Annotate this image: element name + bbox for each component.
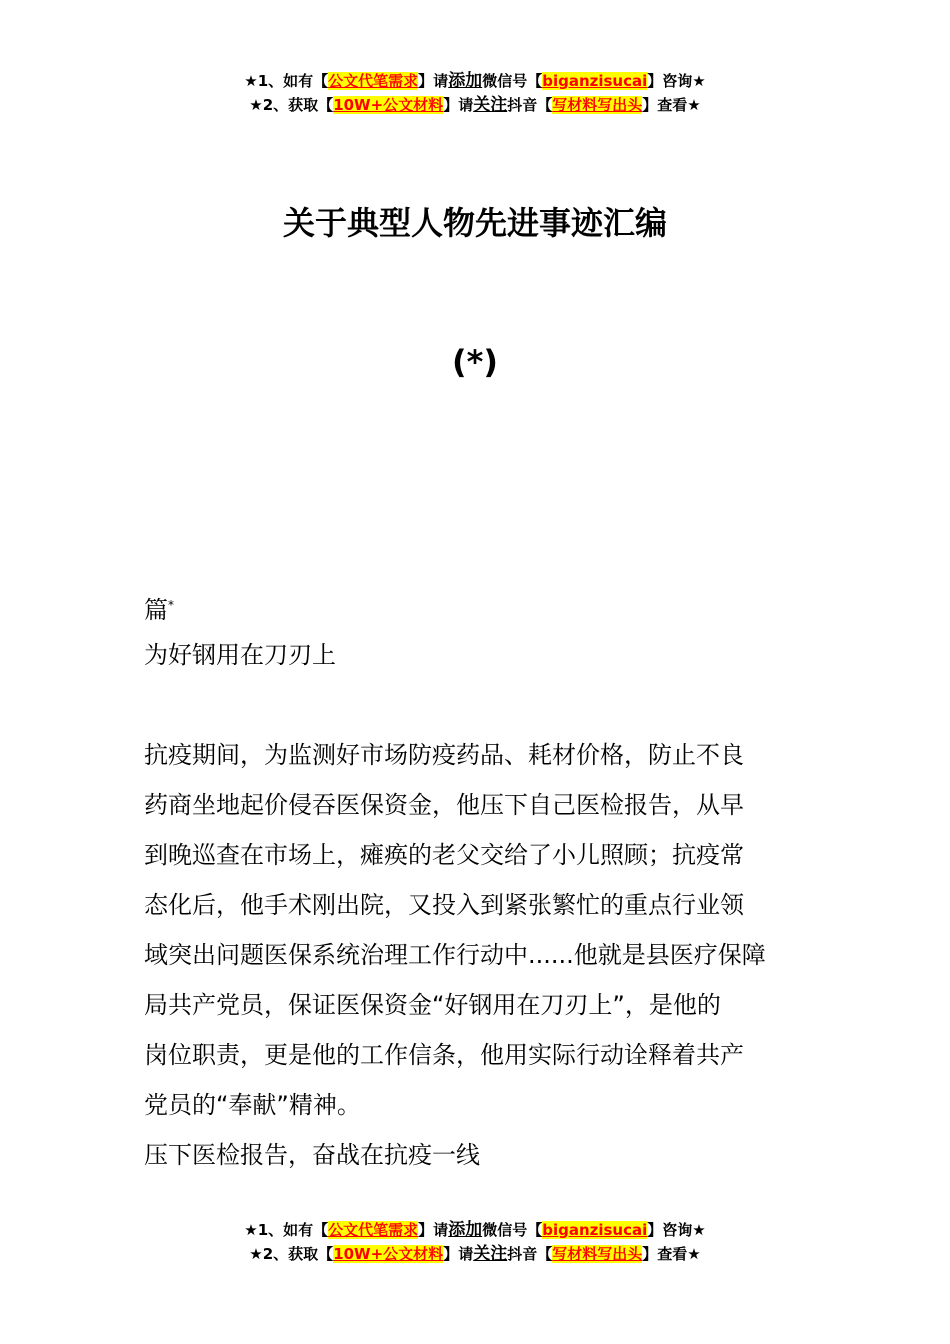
footer-banner (0, 1218, 950, 1266)
highlight: 10W+公文材料 (333, 1245, 444, 1263)
document-body (144, 580, 824, 1180)
spacer (144, 680, 824, 730)
wechat-id: biganzisucai (542, 72, 648, 90)
paragraph (144, 730, 824, 1130)
header-banner (0, 69, 950, 117)
document-subtitle: (*) (452, 343, 498, 381)
banner-line-2: ★2、获取【10W+公文材料】请关注抖音【写材料写出头】查看★ (249, 1244, 701, 1264)
wechat-id: biganzisucai (542, 1221, 648, 1239)
paragraph-line: 抗疫期间，为监测好市场防疫药品、耗材价格，防止不良 (144, 741, 744, 769)
document-title: 关于典型人物先进事迹汇编 (282, 204, 667, 242)
paragraph-line: 域突出问题医保系统治理工作行动中......他就是县医疗保障 (144, 941, 766, 969)
paragraph-line: 药商坐地起价侵吞医保资金，他压下自己医检报告，从早 (144, 791, 744, 819)
highlight: 公文代笔需求 (328, 72, 419, 90)
douyin-id: 写材料写出头 (552, 1245, 643, 1263)
paragraph-line: 到晚巡查在市场上，瘫痪的老父交给了小儿照顾；抗疫常 (144, 841, 744, 869)
paragraph-line: 岗位职责，更是他的工作信条，他用实际行动诠释着共产 (144, 1041, 744, 1069)
douyin-id: 写材料写出头 (552, 96, 643, 114)
highlight: 10W+公文材料 (333, 96, 444, 114)
highlight: 公文代笔需求 (328, 1221, 419, 1239)
section-label: 篇* (144, 596, 174, 624)
banner-line-1: ★1、如有【公文代笔需求】请添加微信号【biganzisucai】咨询★ (244, 1220, 706, 1240)
heading-2: 压下医检报告，奋战在抗疫一线 (144, 1141, 480, 1169)
banner-line-2: ★2、获取【10W+公文材料】请关注抖音【写材料写出头】查看★ (249, 95, 701, 115)
banner-line-1: ★1、如有【公文代笔需求】请添加微信号【biganzisucai】咨询★ (244, 71, 706, 91)
paragraph-line: 局共产党员，保证医保资金“好钢用在刀刃上”，是他的 (144, 991, 721, 1019)
heading-1: 为好钢用在刀刃上 (144, 641, 336, 669)
paragraph-line: 态化后，他手术刚出院，又投入到紧张繁忙的重点行业领 (144, 891, 744, 919)
paragraph-line: 党员的“奉献”精神。 (144, 1091, 361, 1119)
